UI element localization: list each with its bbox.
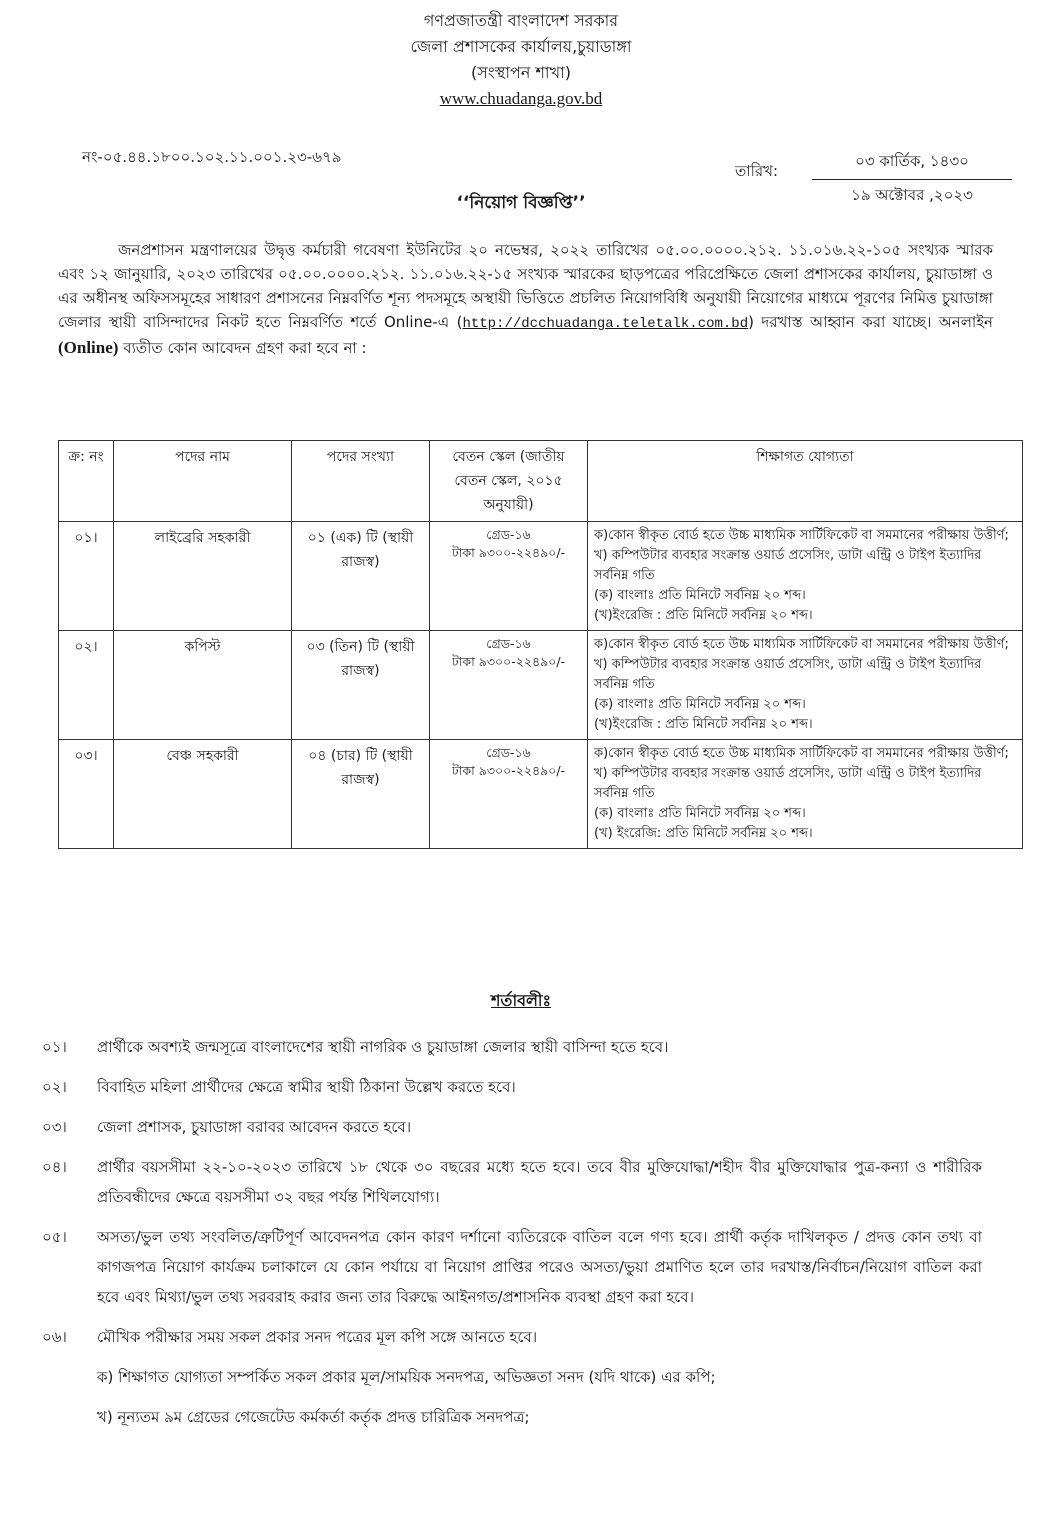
row-post: লাইব্রেরি সহকারী [114,522,292,631]
row-qualification [588,522,1023,631]
notice-title: ‘‘নিয়োগ বিজ্ঞপ্তি’’ [456,193,586,213]
term-number: ০২। [42,1078,67,1096]
sub-item: ক) শিক্ষাগত যোগ্যতা সম্পর্কিত সকল প্রকার মূল/সাময়িক সনদপত্র, অভিজ্ঞতা সনদ (যদি থাকে) এর কপি; [97,1368,716,1386]
qual-line: (ক) বাংলাঃ প্রতি মিনিটে সর্বনিম্ন ২০ শব্দ। [594,806,806,821]
date-bangla: ০৩ কার্তিক, ১৪৩০ [812,150,1012,180]
row-sl: ০২। [59,631,114,740]
row-scale [430,631,588,740]
qual-line: (খ)ইংরেজি : প্রতি মিনিটে সর্বনিম্ন ২০ শব্দ। [594,608,813,623]
term-text: অসত্য/ভুল তথ্য সংবলিত/ত্রুটিপূর্ণ আবেদনপত্র কোন কারণ দর্শানো ব্যতিরেকে বাতিল বলে গণ্য হবে। প্রার্থী কর্তৃক দাখিলকৃত / প্রদত্ত কোন তথ্য বা কাগজপত্র নিয়োগ কার্যক্রম চলাকালে যে কোন পর্যায়ে বা নিয়োগ প্রাপ্তির পরেও অসত্য/ভুয়া প্রমাণিত হলে তার দরখাস্ত/নির্বাচন/নিয়োগ বাতিল করা হবে এবং মিথ্যা/ভুল তথ্য সরবরাহ করার জন্য তার বিরুদ্ধে আইনগত/প্রশাসনিক ব্যবস্থা গ্রহণ করা হবে। [97,1228,982,1306]
date-label: তারিখ: [735,162,779,180]
list-item [42,1072,982,1102]
qual-line: (ক) বাংলাঃ প্রতি মিনিটে সর্বনিম্ন ২০ শব্দ। [594,697,806,712]
list-item [42,1032,982,1062]
term-number: ০৫। [42,1228,67,1246]
row-sl: ০১। [59,522,114,631]
intro-text-2: ) দরখাস্ত আহ্বান করা যাচ্ছে। অনলাইন [748,313,993,331]
table-row [59,522,1023,631]
header-qualification: শিক্ষাগত যোগ্যতা [588,441,1023,522]
intro-text-3: ব্যতীত কোন আবেদন গ্রহণ করা হবে না : [118,339,367,357]
qual-line: খ) কম্পিউটার ব্যবহার সংক্রান্ত ওয়ার্ড প্রসেসিং, ডাটা এন্ট্রি ও টাইপ ইত্যাদির সর্বনিম্ন গতি [594,657,982,692]
qual-line: ক)কোন স্বীকৃত বোর্ড হতে উচ্চ মাধ্যমিক সার্টিফিকেট বা সমমানের পরীক্ষায় উত্তীর্ণ; [594,637,1009,652]
term-text: মৌখিক পরীক্ষার সময় সকল প্রকার সনদ পত্রের মূল কপি সঙ্গে আনতে হবে। [97,1328,538,1346]
memo-number: নং-০৫.৪৪.১৮০০.১০২.১১.০০১.২৩-৬৭৯ [82,148,342,166]
list-item [42,1322,982,1352]
table-row [59,740,1023,849]
govt-name: গণপ্রজাতন্ত্রী বাংলাদেশ সরকার [423,11,619,30]
letterhead [0,8,1042,112]
date-english: ১৯ অক্টোবর ,২০২৩ [851,186,973,204]
row-pay: টাকা ৯৩০০-২২৪৯০/- [451,545,566,560]
list-item [42,1112,982,1142]
term-number: ০৩। [42,1118,67,1136]
term-number: ০৪। [42,1158,67,1176]
qual-line: (খ) ইংরেজি: প্রতি মিনিটে সর্বনিম্ন ২০ শব্দ। [594,826,813,841]
terms-list [42,1032,982,1442]
qual-line: খ) কম্পিউটার ব্যবহার সংক্রান্ত ওয়ার্ড প্রসেসিং, ডাটা এন্ট্রি ও টাইপ ইত্যাদির সর্বনিম্ন গতি [594,548,982,583]
row-scale [430,740,588,849]
posts-table [58,440,1023,849]
table-row [59,631,1023,740]
sub-item: খ) নূন্যতম ৯ম গ্রেডের গেজেটেড কর্মকর্তা কর্তৃক প্রদত্ত চারিত্রিক সনদপত্র; [97,1408,530,1426]
term-number: ০১। [42,1038,67,1056]
intro-text: জনপ্রশাসন মন্ত্রণালয়ের উদ্বৃত্ত কর্মচারী গবেষণা ইউনিটের ২০ নভেম্বর, ২০২২ তারিখের ০৫.০০.০০০০.২১২. ১১.০১৬.২২-১০৫ সংখ্যক স্মারক এবং ১২ জানুয়ারি, ২০২৩ তারিখের ০৫.০০.০০০০.২১২. ১১.০১৬.২২-১৫ সংখ্যক স্মারকের ছাড়পত্রের পরিপ্রেক্ষিতে জেলা প্রশাসকের কার্যালয়, চুয়াডাঙ্গা ও এর অধীনস্থ অফিসসমূহের সাধারণ প্রশাসনের নিম্নবর্ণিত শূন্য পদসমূহে অস্থায়ী ভিত্তিতে প্রচলিত নিয়োগবিধি অনুযায়ী নিয়োগের মাধ্যমে পূরণের নিমিত্ত চুয়াডাঙ্গা জেলার স্থায়ী বাসিন্দাদের নিকট হতে নিম্নবর্ণিত শর্তে Online-এ ( [58,241,993,331]
office-name: জেলা প্রশাসকের কার্যালয়,চুয়াডাঙ্গা [410,37,632,56]
header-post: পদের নাম [114,441,292,522]
row-scale [430,522,588,631]
row-grade: গ্রেড-১৬ [486,745,531,760]
row-qualification [588,631,1023,740]
table-header-row [59,441,1023,522]
website-link[interactable]: www.chuadanga.gov.bd [439,89,603,108]
row-post: কপিস্ট [114,631,292,740]
section-name: (সংস্থাপন শাখা) [471,63,571,82]
row-pay: টাকা ৯৩০০-২২৪৯০/- [451,763,566,778]
header-count: পদের সংখ্যা [292,441,430,522]
term-text: প্রার্থীকে অবশ্যই জন্মসূত্রে বাংলাদেশের স্থায়ী নাগরিক ও চুয়াডাঙ্গা জেলার স্থায়ী বাসিন্দা হতে হবে। [97,1038,669,1056]
row-qualification [588,740,1023,849]
row-grade: গ্রেড-১৬ [486,636,531,651]
row-sl: ০৩। [59,740,114,849]
qual-line: খ) কম্পিউটার ব্যবহার সংক্রান্ত ওয়ার্ড প্রসেসিং, ডাটা এন্ট্রি ও টাইপ ইত্যাদির সর্বনিম্ন গতি [594,766,982,801]
header-scale: বেতন স্কেল (জাতীয় বেতন স্কেল, ২০১৫ অনুযায়ী) [430,441,588,522]
qual-line: (খ)ইংরেজি : প্রতি মিনিটে সর্বনিম্ন ২০ শব্দ। [594,717,813,732]
row-grade: গ্রেড-১৬ [486,527,531,542]
row-count: ০৪ (চার) টি (স্থায়ী রাজস্ব) [292,740,430,849]
term-text: প্রার্থীর বয়সসীমা ২২-১০-২০২৩ তারিখে ১৮ থেকে ৩০ বছরের মধ্যে হতে হবে। তবে বীর মুক্তিযোদ্ধা/শহীদ বীর মুক্তিযোদ্ধার পুত্র-কন্যা ও শারীরিক প্রতিবন্ধীদের ক্ষেত্রে বয়সসীমা ৩২ বছর পর্যন্ত শিথিলযোগ্য। [97,1158,982,1206]
application-link[interactable]: http://dcchuadanga.teletalk.com.bd [462,316,749,332]
row-count: ০১ (এক) টি (স্থায়ী রাজস্ব) [292,522,430,631]
row-count: ০৩ (তিন) টি (স্থায়ী রাজস্ব) [292,631,430,740]
row-post: বেঞ্চ সহকারী [114,740,292,849]
intro-paragraph [58,238,993,360]
qual-line: (ক) বাংলাঃ প্রতি মিনিটে সর্বনিম্ন ২০ শব্দ। [594,588,806,603]
list-item [42,1222,982,1312]
online-bold: (Online) [58,338,119,357]
term-text: জেলা প্রশাসক, চুয়াডাঙ্গা বরাবর আবেদন করতে হবে। [97,1118,412,1136]
term-text: বিবাহিত মহিলা প্রার্থীদের ক্ষেত্রে স্বামীর স্থায়ী ঠিকানা উল্লেখ করতে হবে। [97,1078,516,1096]
header-sl: ক্র: নং [59,441,114,522]
list-item [42,1152,982,1212]
qual-line: ক)কোন স্বীকৃত বোর্ড হতে উচ্চ মাধ্যমিক সার্টিফিকেট বা সমমানের পরীক্ষায় উত্তীর্ণ; [594,528,1009,543]
terms-title: শর্তাবলীঃ [490,991,552,1010]
row-pay: টাকা ৯৩০০-২২৪৯০/- [451,654,566,669]
qual-line: ক)কোন স্বীকৃত বোর্ড হতে উচ্চ মাধ্যমিক সার্টিফিকেট বা সমমানের পরীক্ষায় উত্তীর্ণ; [594,746,1009,761]
term-number: ০৬। [42,1328,67,1346]
